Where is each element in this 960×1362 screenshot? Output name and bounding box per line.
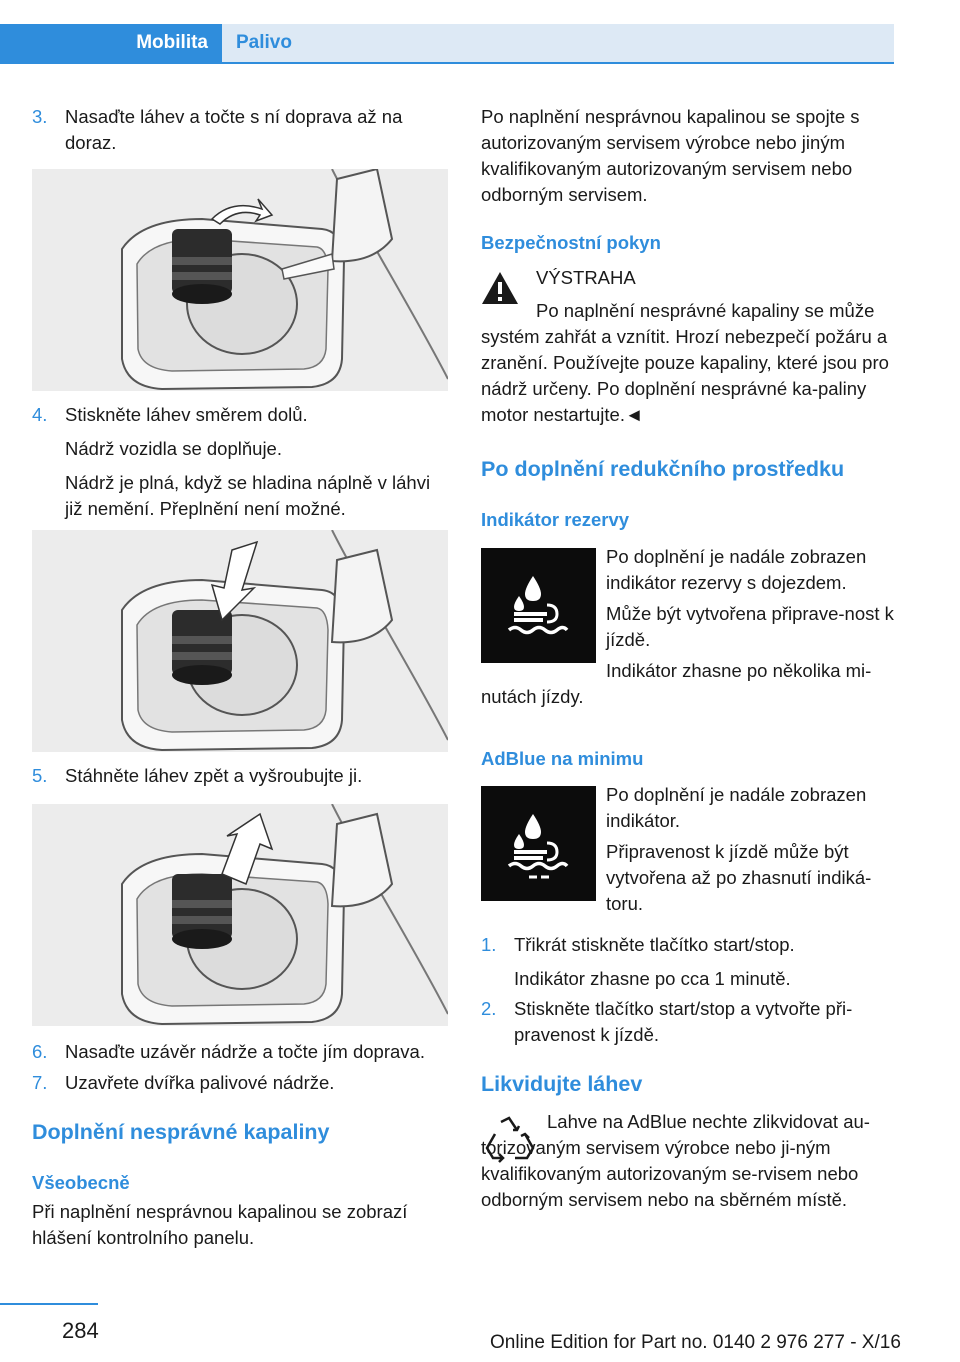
- right-step-1-number: 1.: [481, 934, 497, 955]
- tab-mobilita-label: Mobilita: [136, 32, 208, 53]
- warning-title: VÝSTRAHA: [536, 267, 636, 288]
- minimum-text-1: Po doplnění je nadále zobrazen indikátor.: [606, 784, 867, 831]
- step-4: [32, 402, 448, 530]
- tab-mobilita[interactable]: [0, 24, 222, 62]
- intro-text: Po naplnění nesprávnou kapalinou se spojte s autorizovaným servisem výrobce nebo jiným kvalifikovaným autorizovaným servisem nebo odborným servisem.: [481, 106, 860, 205]
- right-step-2-number: 2.: [481, 998, 497, 1019]
- warning-text: Po naplnění nesprávné kapaliny se může systém zahřát a vznítit. Hrozí nebezpečí požáru a zranění. Používejte pouze kapaliny, které jsou pro nádrž určeny. Po doplnění nesprávné ka-paliny motor nestartujte.◄: [481, 300, 889, 425]
- tab-palivo-label: Palivo: [236, 32, 292, 53]
- footer-divider: [0, 1303, 98, 1305]
- subheading-minimum: AdBlue na minimu: [481, 748, 644, 769]
- step-6-number: 6.: [32, 1041, 48, 1062]
- edition-note: Online Edition for Part no. 0140 2 976 277 - X/16: [490, 1332, 901, 1353]
- adblue-reserve-icon: [481, 548, 596, 663]
- step-5: [32, 763, 448, 797]
- right-step-1-text: Třikrát stiskněte tlačítko start/stop.: [514, 934, 795, 955]
- reserve-text-3: Indikátor zhasne po několika mi-nutách jízdy.: [481, 660, 872, 707]
- heading-after-refill: Po doplnění redukčního prostředku: [481, 457, 845, 481]
- subheading-general: Všeobecně: [32, 1172, 130, 1193]
- bottle-remove-image: [32, 804, 448, 1026]
- heading-dispose: Likvidujte láhev: [481, 1072, 643, 1096]
- step-7: [32, 1070, 448, 1104]
- heading-wrong-fluid: Doplnění nesprávné kapaliny: [32, 1120, 330, 1144]
- step-4-text: Stiskněte láhev směrem dolů.: [65, 404, 308, 425]
- subheading-reserve: Indikátor rezervy: [481, 509, 630, 530]
- step-4-number: 4.: [32, 404, 48, 425]
- step-6: [32, 1039, 448, 1073]
- header-divider: [0, 62, 894, 64]
- step-4-sub-1: Nádrž vozidla se doplňuje.: [65, 438, 282, 459]
- step-5-text: Stáhněte láhev zpět a vyšroubujte ji.: [65, 765, 363, 786]
- adblue-minimum-icon: [481, 786, 596, 901]
- step-7-text: Uzavřete dvířka palivové nádrže.: [65, 1072, 335, 1093]
- right-step-2-text: Stiskněte tlačítko start/stop a vytvořte při-pravenost k jízdě.: [514, 998, 853, 1045]
- step-4-sub-2: Nádrž je plná, když se hladina náplně v láhvi již nemění. Přeplnění není možné.: [65, 472, 431, 519]
- safety-heading: Bezpečnostní pokyn: [481, 232, 661, 253]
- right-step-1: [481, 932, 897, 992]
- reserve-text-1: Po doplnění je nadále zobrazen indikátor rezervy s dojezdem.: [606, 546, 867, 593]
- right-step-1-sub: Indikátor zhasne po cca 1 minutě.: [514, 968, 791, 989]
- step-3: [32, 104, 448, 164]
- minimum-text-2: Připravenost k jízdě může být vytvořena až po zhasnutí indiká-toru.: [606, 841, 872, 914]
- general-text: Při naplnění nesprávnou kapalinou se zobrazí hlášení kontrolního panelu.: [32, 1201, 408, 1248]
- step-5-number: 5.: [32, 765, 48, 786]
- tab-palivo[interactable]: [222, 24, 894, 62]
- step-6-text: Nasaďte uzávěr nádrže a točte jím doprava.: [65, 1041, 425, 1062]
- step-7-number: 7.: [32, 1072, 48, 1093]
- bottle-screw-image: [32, 169, 448, 391]
- step-3-number: 3.: [32, 106, 48, 127]
- right-step-2: [481, 996, 897, 1048]
- page-number: 284: [62, 1318, 99, 1343]
- bottle-press-image: [32, 530, 448, 752]
- step-3-text: Nasaďte láhev a točte s ní doprava až na doraz.: [65, 106, 403, 153]
- dispose-text: Lahve na AdBlue nechte zlikvidovat au-torizovaným servisem výrobce nebo ji-ným kvalifikovaným autorizovaným se-rvisem nebo odborným servisem nebo na sběrném místě.: [481, 1111, 870, 1210]
- reserve-text-2: Může být vytvořena připrave-nost k jízdě.: [606, 603, 894, 650]
